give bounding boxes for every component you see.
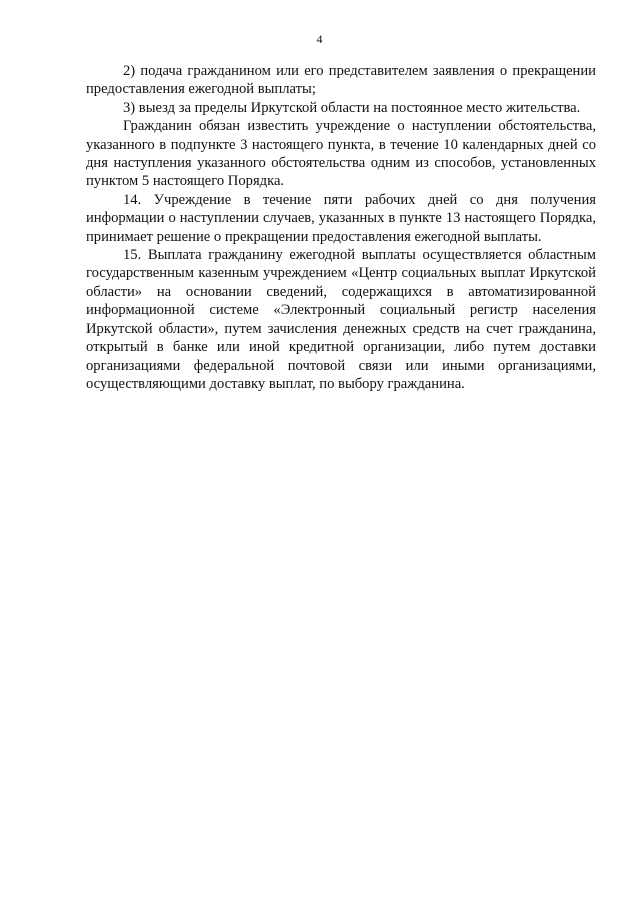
paragraph-clause-15: 15. Выплата гражданину ежегодной выплаты осуществляется областным государственным казенным учреждением «Центр социальных выплат Иркутской области» на основании сведений, содержащихся в автоматизированной информационной системе «Электронный социальный регистр населения Иркутской области», путем зачисления денежных средств на счет гражданина, открытый в банке или иной кредитной организации, либо путем доставки организациями федеральной почтовой связи или иными организациями, осуществляющими доставку выплат, по выбору гражданина. bbox=[86, 247, 596, 392]
page-number: 4 bbox=[316, 32, 323, 46]
paragraph-item-2: 2) подача гражданином или его представителем заявления о прекращении предоставления ежегодной выплаты; bbox=[86, 63, 596, 98]
paragraph-clause-14: 14. Учреждение в течение пяти рабочих дней со дня получения информации о наступлении случаев, указанных в пункте 13 настоящего Порядка, принимает решение о прекращении предоставления ежегодной выплаты. bbox=[86, 191, 596, 245]
paragraph-notification-duty: Гражданин обязан известить учреждение о наступлении обстоятельства, указанного в подпункте 3 настоящего пункта, в течение 10 календарных дней со дня наступления указанного обстоятельства одним из способов, установленных пунктом 5 настоящего Порядка. bbox=[86, 118, 596, 190]
paragraph-item-3: 3) выезд за пределы Иркутской области на постоянное место жительства. bbox=[123, 99, 581, 116]
document-body bbox=[86, 62, 596, 393]
